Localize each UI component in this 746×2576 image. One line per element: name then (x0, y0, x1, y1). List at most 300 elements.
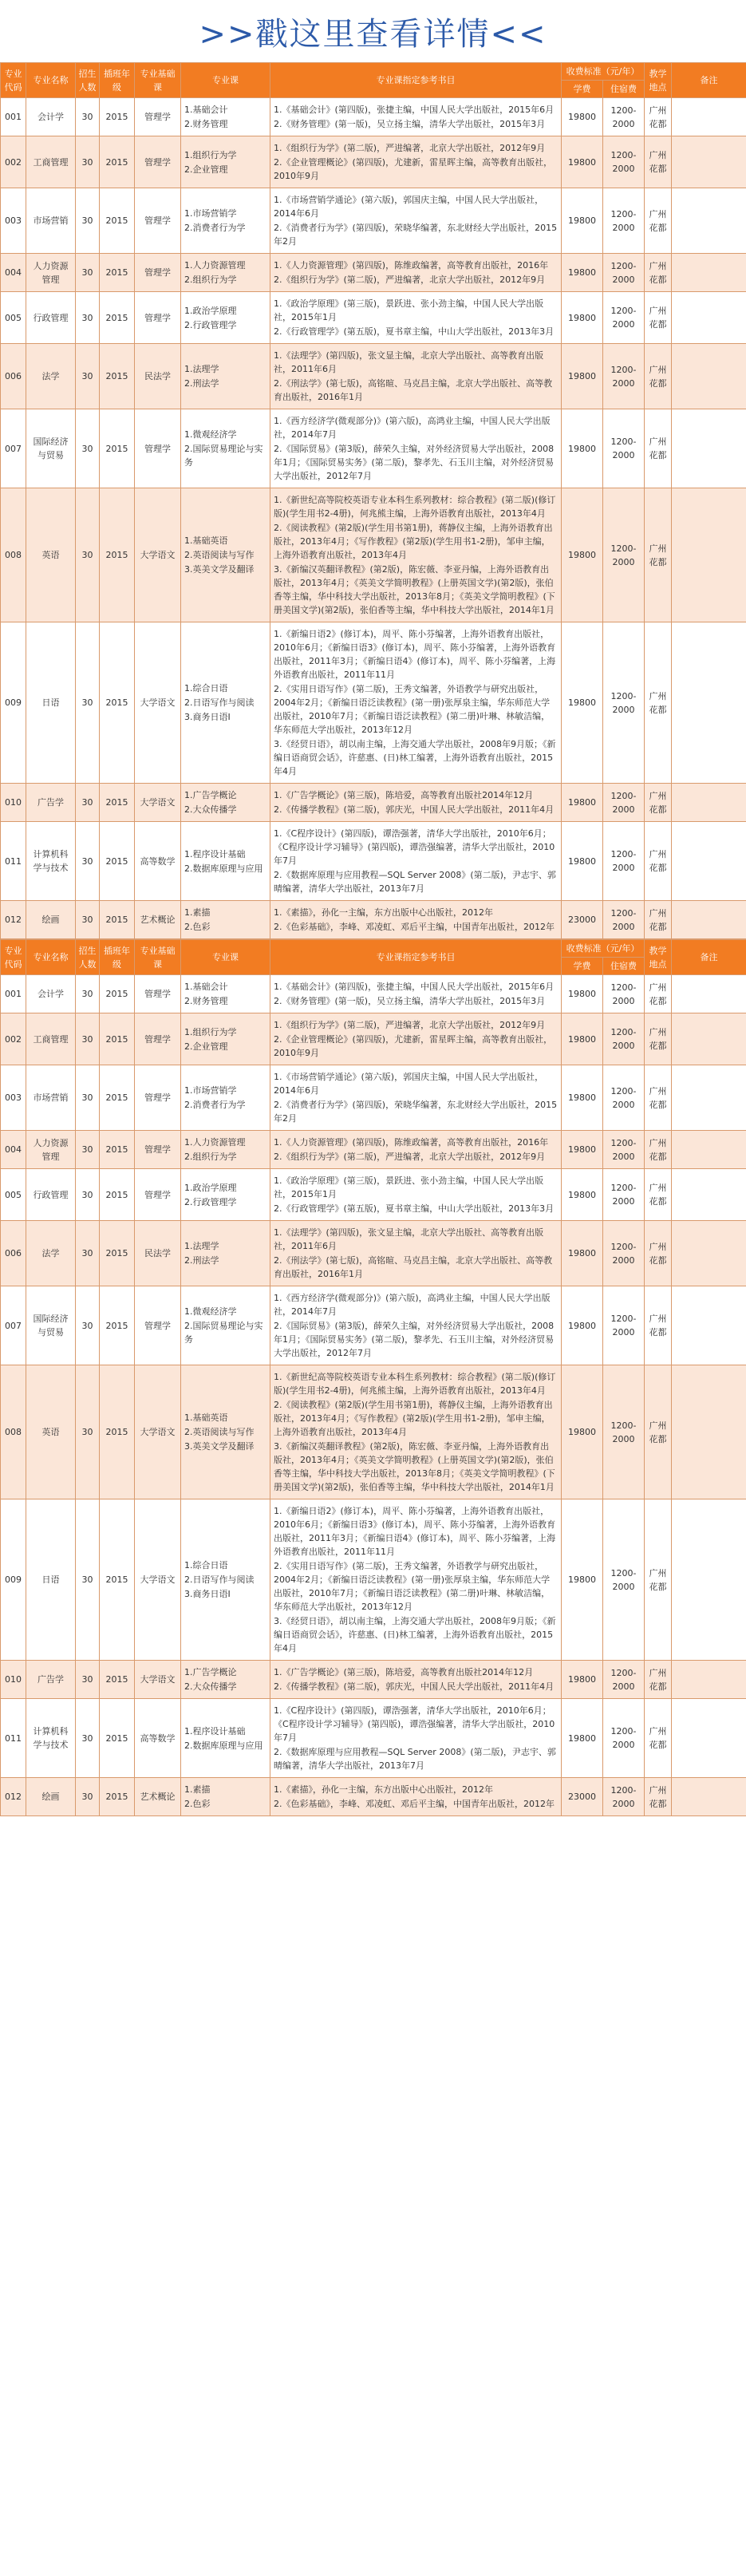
book-entry: 1.《C程序设计》(第四版)，谭浩强著，清华大学出版社，2010年6月；《C程序设计学习辅导》(第四版)，谭浩强编著，清华大学出版社，2010年7月 (274, 828, 555, 866)
cell-enroll: 30 (76, 1365, 100, 1499)
cell-books (270, 784, 562, 822)
cell-code: 010 (1, 784, 26, 822)
cell-code: 002 (1, 1013, 26, 1065)
cell-remark (672, 488, 746, 622)
table-row (1, 1661, 746, 1699)
book-entry: 1.《法理学》(第四版)，张文显主编，北京大学出版社、高等教育出版社，2011年6月 (274, 1227, 544, 1251)
course-entry: 1.市场营销学 (184, 1085, 237, 1096)
cell-major-courses (181, 622, 270, 784)
cell-books (270, 488, 562, 622)
book-entry: 2.《实用日语写作》(第二版)，王秀文编著，外语教学与研究出版社，2004年2月；《新编日语泛读教程》(第一册)张厚泉主编，华东师范大学出版社，2010年7月；《新编日语泛读教程》(第二册)叶琳、林敏洁编，华东师范大学出版社，2013年12月 (274, 1561, 551, 1612)
cell-base: 艺术概论 (135, 901, 181, 939)
col-major: 专业课 (181, 940, 270, 975)
cell-major-courses (181, 901, 270, 939)
col-enroll: 招生人数 (76, 63, 100, 98)
course-entry: 1.组织行为学 (184, 149, 237, 160)
cell-books (270, 1013, 562, 1065)
cell-base: 管理学 (135, 1286, 181, 1365)
cell-tuition: 19800 (562, 1365, 603, 1499)
table-row (1, 292, 746, 344)
book-entry: 2.《消费者行为学》(第四版)，荣晓华编著，东北财经大学出版社，2015年2月 (274, 223, 558, 247)
cell-name: 国际经济与贸易 (26, 409, 76, 488)
cell-tuition: 19800 (562, 1661, 603, 1699)
cell-major-courses (181, 1365, 270, 1499)
course-entry: 1.综合日语 (184, 1560, 228, 1570)
course-entry: 1.基础会计 (184, 105, 228, 115)
col-tuition: 学费 (562, 958, 603, 975)
cell-name: 会计学 (26, 98, 76, 136)
course-entry: 2.数据库原理与应用 (184, 863, 263, 874)
cell-year: 2015 (100, 1065, 135, 1131)
cell-site: 广州花都 (645, 254, 672, 292)
course-entry: 1.基础英语 (184, 535, 228, 546)
cell-base: 管理学 (135, 1013, 181, 1065)
course-entry: 1.人力资源管理 (184, 1137, 246, 1148)
book-entry: 1.《基础会计》(第四版)，张捷主编，中国人民大学出版社，2015年6月 (274, 105, 555, 115)
cell-tuition: 19800 (562, 1065, 603, 1131)
book-entry: 2.《色彩基础》，李峰、邓凌虹、邓后平主编，中国青年出版社，2012年 (274, 1799, 555, 1809)
cell-base: 大学语文 (135, 622, 181, 784)
table-row (1, 488, 746, 622)
cell-base: 管理学 (135, 975, 181, 1013)
cell-lodging: 1200-2000 (603, 1699, 645, 1778)
table-row (1, 622, 746, 784)
course-entry: 2.组织行为学 (184, 275, 237, 285)
table-body-repeat (1, 975, 746, 1816)
cell-major-courses (181, 1221, 270, 1286)
cell-year: 2015 (100, 1131, 135, 1169)
course-entry: 1.微观经济学 (184, 429, 237, 440)
cell-code: 002 (1, 136, 26, 188)
book-entry: 2.《组织行为学》(第二版)，严进编著，北京大学出版社，2012年9月 (274, 1152, 546, 1162)
cell-lodging: 1200-2000 (603, 98, 645, 136)
cell-base: 管理学 (135, 254, 181, 292)
cell-enroll: 30 (76, 1131, 100, 1169)
cell-remark (672, 784, 746, 822)
cell-remark (672, 409, 746, 488)
col-site: 教学地点 (645, 940, 672, 975)
cell-lodging: 1200-2000 (603, 1065, 645, 1131)
cell-code: 001 (1, 975, 26, 1013)
cell-lodging: 1200-2000 (603, 1013, 645, 1065)
cell-year: 2015 (100, 188, 135, 254)
table-row (1, 1286, 746, 1365)
cell-books (270, 622, 562, 784)
cell-tuition: 19800 (562, 292, 603, 344)
cell-year: 2015 (100, 1778, 135, 1816)
cell-year: 2015 (100, 1365, 135, 1499)
book-entry: 2.《阅读教程》(第2版)(学生用书第1册)，蒋静仪主编，上海外语教育出版社，2013年4月；《写作教程》(第2版)(学生用书1-2册)，邹申主编，上海外语教育出版社，2013年4月 (274, 1400, 553, 1437)
table-row (1, 409, 746, 488)
cell-name: 计算机科学与技术 (26, 1699, 76, 1778)
course-entry: 1.素描 (184, 1784, 211, 1795)
course-entry: 1.政治学原理 (184, 305, 237, 316)
cell-year: 2015 (100, 1013, 135, 1065)
cell-lodging: 1200-2000 (603, 254, 645, 292)
cell-year: 2015 (100, 344, 135, 409)
table-row (1, 1065, 746, 1131)
course-entry: 2.英语阅读与写作 (184, 1427, 255, 1437)
cell-major-courses (181, 1013, 270, 1065)
cell-site: 广州花都 (645, 488, 672, 622)
book-entry: 1.《素描》，孙化一主编，东方出版中心出版社，2012年 (274, 1784, 493, 1795)
cell-site: 广州花都 (645, 188, 672, 254)
cell-major-courses (181, 1131, 270, 1169)
book-entry: 2.《色彩基础》，李峰、邓凌虹、邓后平主编，中国青年出版社，2012年 (274, 922, 555, 932)
cell-year: 2015 (100, 784, 135, 822)
cell-tuition: 19800 (562, 1286, 603, 1365)
cell-year: 2015 (100, 1661, 135, 1699)
cell-name: 日语 (26, 622, 76, 784)
cell-site: 广州花都 (645, 1699, 672, 1778)
course-entry: 2.日语写作与阅读 (184, 1574, 255, 1585)
cell-lodging: 1200-2000 (603, 975, 645, 1013)
course-entry: 2.企业管理 (184, 164, 228, 175)
cell-books (270, 1699, 562, 1778)
col-lodging: 住宿费 (603, 958, 645, 975)
cell-name: 广告学 (26, 1661, 76, 1699)
cell-site: 广州花都 (645, 1131, 672, 1169)
book-entry: 1.《法理学》(第四版)，张文显主编，北京大学出版社、高等教育出版社，2011年6月 (274, 350, 544, 374)
col-name: 专业名称 (26, 940, 76, 975)
cell-books (270, 136, 562, 188)
cell-books (270, 1286, 562, 1365)
cell-books (270, 1365, 562, 1499)
cell-year: 2015 (100, 1221, 135, 1286)
table-row (1, 901, 746, 939)
book-entry: 2.《传播学教程》(第二版)，郭庆光，中国人民大学出版社，2011年4月 (274, 1681, 555, 1692)
cell-books (270, 188, 562, 254)
cell-base: 民法学 (135, 1221, 181, 1286)
cell-year: 2015 (100, 622, 135, 784)
cell-enroll: 30 (76, 488, 100, 622)
cell-name: 会计学 (26, 975, 76, 1013)
table-body (1, 98, 746, 939)
book-entry: 1.《C程序设计》(第四版)，谭浩强著，清华大学出版社，2010年6月；《C程序设计学习辅导》(第四版)，谭浩强编著，清华大学出版社，2010年7月 (274, 1705, 555, 1743)
table-row (1, 784, 746, 822)
cell-remark (672, 98, 746, 136)
cell-base: 管理学 (135, 1065, 181, 1131)
cell-major-courses (181, 292, 270, 344)
cell-year: 2015 (100, 1499, 135, 1661)
cell-tuition: 19800 (562, 975, 603, 1013)
cell-code: 005 (1, 292, 26, 344)
cell-remark (672, 136, 746, 188)
cell-year: 2015 (100, 822, 135, 901)
cell-site: 广州花都 (645, 1013, 672, 1065)
cell-name: 日语 (26, 1499, 76, 1661)
cell-remark (672, 188, 746, 254)
details-link[interactable]: >>戳这里查看详情<< (199, 15, 547, 53)
book-entry: 2.《国际贸易》(第3版)，薛荣久主编，对外经济贸易大学出版社，2008年1月；《国际贸易实务》(第二版)，黎孝先、石玉川主编，对外经济贸易大学出版社，2012年7月 (274, 444, 555, 481)
cell-base: 管理学 (135, 292, 181, 344)
cell-base: 大学语文 (135, 1499, 181, 1661)
course-entry: 2.组织行为学 (184, 1152, 237, 1162)
cell-remark (672, 1499, 746, 1661)
cell-code: 009 (1, 1499, 26, 1661)
book-entry: 1.《新编日语2》(修订本)，周平、陈小芬编著，上海外语教育出版社，2010年6月；《新编日语3》(修订本)，周平、陈小芬编著，上海外语教育出版社，2011年3月；《新编日语4》(修订本)，周平、陈小芬编著，上海外语教育出版社，2011年11月 (274, 629, 556, 680)
cell-name: 工商管理 (26, 136, 76, 188)
curriculum-table (0, 62, 746, 939)
cell-year: 2015 (100, 136, 135, 188)
cell-tuition: 23000 (562, 1778, 603, 1816)
book-entry: 2.《行政管理学》(第五版)，夏书章主编，中山大学出版社，2013年3月 (274, 326, 555, 337)
course-entry: 3.英美文学及翻译 (184, 1441, 255, 1452)
cell-remark (672, 1699, 746, 1778)
cell-remark (672, 1169, 746, 1221)
cell-code: 004 (1, 254, 26, 292)
cell-enroll: 30 (76, 1221, 100, 1286)
book-entry: 1.《组织行为学》(第二版)，严进编著，北京大学出版社，2012年9月 (274, 143, 546, 153)
cell-year: 2015 (100, 254, 135, 292)
cell-major-courses (181, 1065, 270, 1131)
cell-enroll: 30 (76, 409, 100, 488)
cell-base: 艺术概论 (135, 1778, 181, 1816)
cell-base: 管理学 (135, 98, 181, 136)
cell-enroll: 30 (76, 1499, 100, 1661)
cell-books (270, 1499, 562, 1661)
table-row (1, 1365, 746, 1499)
course-entry: 2.色彩 (184, 1799, 211, 1809)
cell-name: 国际经济与贸易 (26, 1286, 76, 1365)
cell-remark (672, 344, 746, 409)
book-entry: 1.《基础会计》(第四版)，张捷主编，中国人民大学出版社，2015年6月 (274, 982, 555, 992)
cell-books (270, 344, 562, 409)
cell-code: 011 (1, 822, 26, 901)
cell-code: 007 (1, 409, 26, 488)
course-entry: 1.程序设计基础 (184, 1725, 246, 1736)
cell-code: 012 (1, 901, 26, 939)
course-entry: 2.财务管理 (184, 996, 228, 1006)
cell-major-courses (181, 822, 270, 901)
cell-lodging: 1200-2000 (603, 1365, 645, 1499)
cell-tuition: 19800 (562, 784, 603, 822)
cell-code: 012 (1, 1778, 26, 1816)
table-row (1, 1013, 746, 1065)
cell-code: 003 (1, 1065, 26, 1131)
cell-code: 001 (1, 98, 26, 136)
cell-name: 人力资源管理 (26, 1131, 76, 1169)
book-entry: 1.《广告学概论》(第三版)，陈培爱，高等教育出版社2014年12月 (274, 790, 534, 800)
cell-name: 行政管理 (26, 292, 76, 344)
cell-tuition: 19800 (562, 188, 603, 254)
col-enroll: 招生人数 (76, 940, 100, 975)
cell-year: 2015 (100, 1169, 135, 1221)
col-base: 专业基础课 (135, 63, 181, 98)
cell-site: 广州花都 (645, 784, 672, 822)
cell-tuition: 19800 (562, 254, 603, 292)
cell-code: 007 (1, 1286, 26, 1365)
cell-enroll: 30 (76, 784, 100, 822)
cell-books (270, 1221, 562, 1286)
cell-books (270, 409, 562, 488)
cell-enroll: 30 (76, 975, 100, 1013)
cell-books (270, 975, 562, 1013)
cell-tuition: 19800 (562, 1499, 603, 1661)
cell-lodging: 1200-2000 (603, 488, 645, 622)
book-entry: 2.《数据库原理与应用教程—SQL Server 2008》(第二版)，尹志宇、郭晴编著，清华大学出版社，2013年7月 (274, 870, 556, 894)
col-base: 专业基础课 (135, 940, 181, 975)
cell-name: 市场营销 (26, 188, 76, 254)
cell-code: 004 (1, 1131, 26, 1169)
book-entry: 2.《刑法学》(第七版)，高铭暄、马克昌主编，北京大学出版社、高等教育出版社，2016年1月 (274, 378, 553, 402)
course-entry: 2.行政管理学 (184, 1196, 237, 1207)
cell-enroll: 30 (76, 1013, 100, 1065)
cell-major-courses (181, 254, 270, 292)
cell-year: 2015 (100, 98, 135, 136)
cell-major-courses (181, 409, 270, 488)
book-entry: 1.《西方经济学(微观部分)》(第六版)，高鸿业主编，中国人民大学出版社，2014年7月 (274, 1293, 551, 1317)
cell-enroll: 30 (76, 822, 100, 901)
cell-base: 管理学 (135, 1131, 181, 1169)
cell-name: 绘画 (26, 1778, 76, 1816)
cell-enroll: 30 (76, 1169, 100, 1221)
cell-name: 绘画 (26, 901, 76, 939)
course-entry: 1.基础英语 (184, 1412, 228, 1423)
course-entry: 2.大众传播学 (184, 804, 237, 815)
cell-remark (672, 1286, 746, 1365)
cell-lodging: 1200-2000 (603, 292, 645, 344)
cell-base: 高等数学 (135, 822, 181, 901)
cell-year: 2015 (100, 1699, 135, 1778)
book-entry: 3.《新编汉英翻译教程》(第2版)，陈宏薇、李亚丹编，上海外语教育出版社，2013年4月；《英美文学简明教程》(上册英国文学)(第2版)，张伯香等主编，华中科技大学出版社，2013年8月；《英美文学简明教程》(下册美国文学)(第2版)，张伯香等主编，华中科技大学出版社，2014年1月 (274, 564, 555, 615)
cell-site: 广州花都 (645, 622, 672, 784)
book-entry: 2.《企业管理概论》(第四版)，尤建新，雷星晖主编，高等教育出版社，2010年9月 (274, 157, 553, 181)
table-row (1, 1221, 746, 1286)
table-row (1, 188, 746, 254)
cell-major-courses (181, 188, 270, 254)
cell-enroll: 30 (76, 901, 100, 939)
cell-tuition: 19800 (562, 344, 603, 409)
cell-major-courses (181, 1778, 270, 1816)
table-row (1, 1778, 746, 1816)
cell-enroll: 30 (76, 1065, 100, 1131)
course-entry: 1.程序设计基础 (184, 848, 246, 859)
cell-lodging: 1200-2000 (603, 136, 645, 188)
cell-site: 广州花都 (645, 1286, 672, 1365)
col-books: 专业课指定参考书目 (270, 63, 562, 98)
book-entry: 2.《财务管理》(第一版)，吴立扬主编，清华大学出版社，2015年3月 (274, 996, 546, 1006)
cell-name: 英语 (26, 488, 76, 622)
cell-remark (672, 254, 746, 292)
curriculum-table-repeat (0, 939, 746, 1816)
table-row (1, 975, 746, 1013)
cell-name: 市场营销 (26, 1065, 76, 1131)
course-entry: 3.英美文学及翻译 (184, 564, 255, 575)
cell-remark (672, 975, 746, 1013)
cell-enroll: 30 (76, 254, 100, 292)
course-entry: 1.组织行为学 (184, 1026, 237, 1037)
cell-major-courses (181, 488, 270, 622)
cell-lodging: 1200-2000 (603, 1661, 645, 1699)
cell-site: 广州花都 (645, 292, 672, 344)
cell-site: 广州花都 (645, 975, 672, 1013)
book-entry: 2.《行政管理学》(第五版)，夏书章主编，中山大学出版社，2013年3月 (274, 1203, 555, 1214)
book-entry: 1.《素描》，孙化一主编，东方出版中心出版社，2012年 (274, 907, 493, 918)
cell-major-courses (181, 1661, 270, 1699)
cell-lodging: 1200-2000 (603, 1169, 645, 1221)
cell-code: 006 (1, 1221, 26, 1286)
course-entry: 1.政治学原理 (184, 1182, 237, 1193)
cell-major-courses (181, 1286, 270, 1365)
course-entry: 2.色彩 (184, 922, 211, 932)
cell-major-courses (181, 136, 270, 188)
course-entry: 2.消费者行为学 (184, 1100, 246, 1110)
cell-tuition: 19800 (562, 98, 603, 136)
table-row (1, 344, 746, 409)
cell-major-courses (181, 344, 270, 409)
cell-books (270, 98, 562, 136)
book-entry: 1.《广告学概论》(第三版)，陈培爱，高等教育出版社2014年12月 (274, 1667, 534, 1677)
book-entry: 2.《刑法学》(第七版)，高铭暄、马克昌主编，北京大学出版社、高等教育出版社，2016年1月 (274, 1255, 553, 1279)
cell-name: 法学 (26, 344, 76, 409)
book-entry: 1.《西方经济学(微观部分)》(第六版)，高鸿业主编，中国人民大学出版社，2014年7月 (274, 416, 551, 440)
book-entry: 2.《实用日语写作》(第二版)，王秀文编著，外语教学与研究出版社，2004年2月；《新编日语泛读教程》(第一册)张厚泉主编，华东师范大学出版社，2010年7月；《新编日语泛读教程》(第二册)叶琳、林敏洁编，华东师范大学出版社，2013年12月 (274, 684, 551, 735)
table-row (1, 1131, 746, 1169)
cell-code: 005 (1, 1169, 26, 1221)
book-entry: 2.《阅读教程》(第2版)(学生用书第1册)，蒋静仪主编，上海外语教育出版社，2013年4月；《写作教程》(第2版)(学生用书1-2册)，邹申主编，上海外语教育出版社，2013年4月 (274, 523, 553, 560)
col-books: 专业课指定参考书目 (270, 940, 562, 975)
cell-tuition: 19800 (562, 1699, 603, 1778)
course-entry: 2.国际贸易理论与实务 (184, 444, 263, 468)
cell-lodging: 1200-2000 (603, 188, 645, 254)
col-fee: 收费标准（元/年） (562, 940, 645, 958)
cell-books (270, 1131, 562, 1169)
cell-remark (672, 622, 746, 784)
book-entry: 1.《新世纪高等院校英语专业本科生系列教材：综合教程》(第二版)(修订版)(学生用书2-4册)，何兆熊主编，上海外语教育出版社，2013年4月 (274, 1372, 556, 1396)
cell-remark (672, 1131, 746, 1169)
cell-remark (672, 901, 746, 939)
col-major: 专业课 (181, 63, 270, 98)
course-entry: 3.商务日语Ⅰ (184, 1589, 231, 1599)
cell-major-courses (181, 1169, 270, 1221)
cell-remark (672, 1661, 746, 1699)
book-entry: 2.《企业管理概论》(第四版)，尤建新，雷星晖主编，高等教育出版社，2010年9月 (274, 1034, 553, 1058)
table-row (1, 1169, 746, 1221)
col-year: 插班年级 (100, 63, 135, 98)
course-entry: 2.刑法学 (184, 378, 219, 389)
book-entry: 2.《数据库原理与应用教程—SQL Server 2008》(第二版)，尹志宇、郭晴编著，清华大学出版社，2013年7月 (274, 1747, 556, 1771)
table-row (1, 1699, 746, 1778)
book-entry: 2.《组织行为学》(第二版)，严进编著，北京大学出版社，2012年9月 (274, 275, 546, 285)
cell-enroll: 30 (76, 344, 100, 409)
course-entry: 1.广告学概论 (184, 790, 237, 800)
cell-base: 大学语文 (135, 1365, 181, 1499)
book-entry: 3.《新编汉英翻译教程》(第2版)，陈宏薇、李亚丹编，上海外语教育出版社，2013年4月；《英美文学简明教程》(上册英国文学)(第2版)，张伯香等主编，华中科技大学出版社，2013年8月；《英美文学简明教程》(下册美国文学)(第2版)，张伯香等主编，华中科技大学出版社，2014年1月 (274, 1441, 555, 1492)
cell-code: 008 (1, 1365, 26, 1499)
cell-base: 管理学 (135, 409, 181, 488)
cell-lodging: 1200-2000 (603, 784, 645, 822)
cell-enroll: 30 (76, 136, 100, 188)
table-header (1, 63, 746, 98)
cell-site: 广州花都 (645, 344, 672, 409)
cell-year: 2015 (100, 901, 135, 939)
table-row (1, 98, 746, 136)
cell-site: 广州花都 (645, 1221, 672, 1286)
cell-code: 011 (1, 1699, 26, 1778)
course-entry: 1.法理学 (184, 364, 219, 374)
cell-base: 管理学 (135, 1169, 181, 1221)
book-entry: 1.《新世纪高等院校英语专业本科生系列教材：综合教程》(第二版)(修订版)(学生用书2-4册)，何兆熊主编，上海外语教育出版社，2013年4月 (274, 495, 556, 519)
book-entry: 1.《新编日语2》(修订本)，周平、陈小芬编著，上海外语教育出版社，2010年6月；《新编日语3》(修订本)，周平、陈小芬编著，上海外语教育出版社，2011年3月；《新编日语4》(修订本)，周平、陈小芬编著，上海外语教育出版社，2011年11月 (274, 1506, 556, 1557)
cell-lodging: 1200-2000 (603, 1286, 645, 1365)
cell-tuition: 19800 (562, 136, 603, 188)
cell-enroll: 30 (76, 98, 100, 136)
book-entry: 1.《政治学原理》(第三版)，景跃进、张小劲主编，中国人民大学出版社，2015年1月 (274, 298, 544, 322)
course-entry: 2.行政管理学 (184, 319, 237, 330)
cell-site: 广州花都 (645, 1065, 672, 1131)
cell-lodging: 1200-2000 (603, 1221, 645, 1286)
